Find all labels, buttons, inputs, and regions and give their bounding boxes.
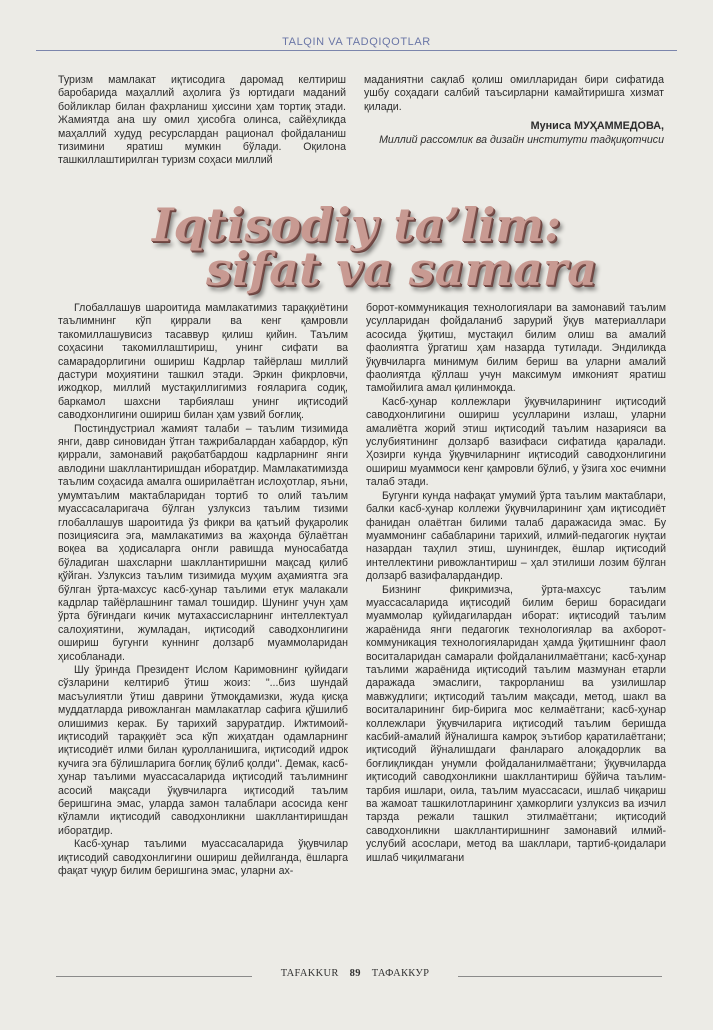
body-paragraph: Касб-ҳунар таълими муассасаларида ўқувчилар иқтисодий саводхонлигини ошириш дейилганда, ёшларга фақат чуқур билим беришгина эмас, уларни ах- — [58, 838, 348, 878]
article-column-left — [58, 302, 348, 878]
header-rule — [36, 50, 677, 51]
body-paragraph: Касб-ҳунар коллежлари ўқувчиларининг иқтисодий саводхонлигини ошириш усулларини излаш, уларни амалиётга жорий этиш иқтисодий таълим назарияси ва услубиятининг долзарб вазифаси сифатида қаралади. Ҳозирги кунда ўқувчиларнинг иқтисодий саводхонлигини ошириш муаммоси кенг қамровли бўлиб, у ўзига хос ечимни талаб этади. — [366, 395, 666, 489]
previous-article-paragraph: маданиятни сақлаб қолиш омилларидан бири сифатида ушбу соҳадаги салбий таъсирларни камайтиришга хизмат қилади. — [364, 74, 664, 113]
author-name: Муниса МУҲАММЕДОВА, — [530, 120, 664, 133]
previous-article-text-right — [364, 74, 664, 147]
body-paragraph: борот-коммуникация технологиялари ва замонавий таълим усулларидан фойдаланиб зарурий ўқув материаллари асосида ўқитиш, мустақил билим олиш ва амалий фаолиятга ўргатиш ҳам назарда тутилади. Эндиликда ўқувчиларга минимум билим бериш ва уларни амалий фаолиятда қўллаш учун максимум имконият яратиш тамойилига амал қилинмоқда. — [366, 302, 666, 395]
previous-article-paragraph: Туризм мамлакат иқтисодига даромад келтириш баробарида маҳаллий аҳолига ўз юртидаги маданий бойликлар билан фахрланиш ҳиссини ҳам тортиқ этади. Жамиятда ана шу омил ҳисобга олинса, сайёҳликда маҳаллий худуд ресурслардан рационал фойдаланиш тизимини яратиш мумкин бўлади. Оқилона ташкиллаштирилган туризм соҳаси миллий — [58, 74, 346, 167]
footer-rule-left — [56, 976, 252, 977]
previous-article-text-left — [58, 74, 346, 168]
body-paragraph: Бизнинг фикримизча, ўрта-махсус таълим муассасаларида иқтисодий билим бериш борасидаги муаммолар қуйидагилардан иборат: иқтисодий таълим жараёнида янги педагогик технологиялар ва ахборот-коммуникация технологияларидан ҳамда ўқитишнинг фаол воситаларидан самарали фойдаланилмаётгани; касб-ҳунар таълими жараёнида иқтисодий таълим мазмунан етарли даражада эмаслиги, такрорланиш ва узилишлар мавжудлиги; иқтисодий таълим мақсади, метод, шакл ва воситаларининг бир-бирига мос келмаётгани; касб-ҳунар коллежлари ўқувчиларига иқтисодий таълим беришда касбий-амалий йўналишга камроқ эътибор қаратилаётгани; иқтисодий йўналишдаги фанларaro алоқадорлик ва боғлиқликдан унумли фойдаланилмаётгани; ўқувчиларда иқтисодий саводхонликни шакллантириш бўйича таълим-тарбия ишлари, оила, таълим муассасаси, ишлаб чиқариш ва жамоат ташкилотларининг ҳамкорлиги узлуксиз ва изчил тарзда режали ташкил этилмаётгани; иқтисодий саводхонликни шакллантиришнинг замонавий илмий-услубий асослари, метод ва шакллари, тартиб-қоидалари ишлаб чиқилмагани — [366, 583, 666, 864]
footer-journal-latin: TAFAKKUR — [280, 968, 339, 979]
article-title-line-2: sifat va samara — [206, 242, 597, 296]
body-paragraph: Постиндустриал жамият талаби – таълим тизимида янги, давр синовидан ўтган тажрибалардан хабардор, кўп қиррали, замонавий рақобатбардош кадрларнинг янги авлодини шакллантиришдан иборатдир. Мамлакатимизда таълим соҳасида амалга оширилаётган ислоҳотлар, яъни, умумтаълим мактабларидан тортиб то олий таълим муассасаларигача бўлган узлуксиз таълим тизими глобаллашув шароитида ўз фикри ва қатъий фуқаролик позициясига эга, мамлакатимиз ва жаҳонда бўлаётган воқеа ва ҳодисаларга онгли равишда муносабатда бўладиган шахсларни шакллантиришни мақсад қилиб қўйган. Узлуксиз таълим тизимида муҳим аҳамиятга эга бўлган ўрта-махсус касб-ҳунар таълими етук малакали кадрлар тайёрлашнинг тамал тошидир. Шунинг учун ҳам ўрта бўғиндаги кичик мутахассисларнинг интеллектуал салоҳиятини, жумладан, иқтисодий саводхонлигини ошириш бугунги куннинг долзарб муаммоларидан ҳисобланади. — [58, 422, 348, 663]
running-head: TALQIN VA TADQIQOTLAR — [282, 36, 431, 48]
body-paragraph: Шу ўринда Президент Ислом Каримовнинг қуйидаги сўзларини келтириб ўтиш жоиз: "...биз шундай масъулиятли ўтиш даврини ўтмоқдамизки, жуда қисқа муддатларда ривожланган мамлакатлар сафига қўшилиб олишимиз керак. Бу тарихий заруратдир. Ижтимоий-иқтисодий тараққиёт эса кўп жиҳатдан одамларнинг иқтисодиёт илми билан қуролланишига, иқтисодий идрок кучига эга бўлишларига боғлиқ бўлиб қолди". Демак, касб-ҳунар таълими муассасаларида иқтисодий таълимнинг асосий мақсади ўқувчиларга иқтисодий таълим беришгина эмас, уларда замон талаблари асосида кенг кўламли иқтисодий саводхонликни шакллантиришдан иборатдир. — [58, 663, 348, 837]
body-paragraph: Глобаллашув шароитида мамлакатимиз тараққиётини таълимнинг кўп қиррали ва кенг қамровли такомиллашувисиз тасаввур қилиш қийин. Таълим соҳасини такомиллаштириш, унинг сифати ва самарадорлигини ошириш Кадрлар тайёрлаш миллий дастури моҳиятини ташкил этади. Эркин фикрловчи, ижодкор, миллий мустақиллигимиз ғояларига содиқ, баркамол шахсни тарбиялаш унинг иқтисодий саводхонлигини ошириш билан ҳам узвий боғлиқ. — [58, 302, 348, 422]
article-title-line-1: Iqtisodiy ta’lim: — [151, 198, 562, 252]
page-number: 89 — [349, 968, 361, 979]
article-column-right — [366, 302, 666, 865]
author-institution: Миллий рассомлик ва дизайн институти тадқиқотчиси — [379, 133, 664, 146]
footer-journal-cyrillic: ТАФАККУР — [371, 968, 430, 979]
footer-rule-right — [458, 976, 662, 977]
body-paragraph: Бугунги кунда нафақат умумий ўрта таълим мактаблари, балки касб-ҳунар коллежи ўқувчиларининг ҳам иқтисодиёт фанидан олаётган билими талаб даражасида эмас. Бу муаммонинг сабабларини тарихий, илмий-педагогик нуқтаи назардан таҳлил этиш, шунингдек, ёшлар иқтисодий интеллектини ривожлантириш – ҳал этилиши лозим бўлган долзарб вазифалардандир. — [366, 489, 666, 583]
page-footer — [252, 968, 458, 979]
